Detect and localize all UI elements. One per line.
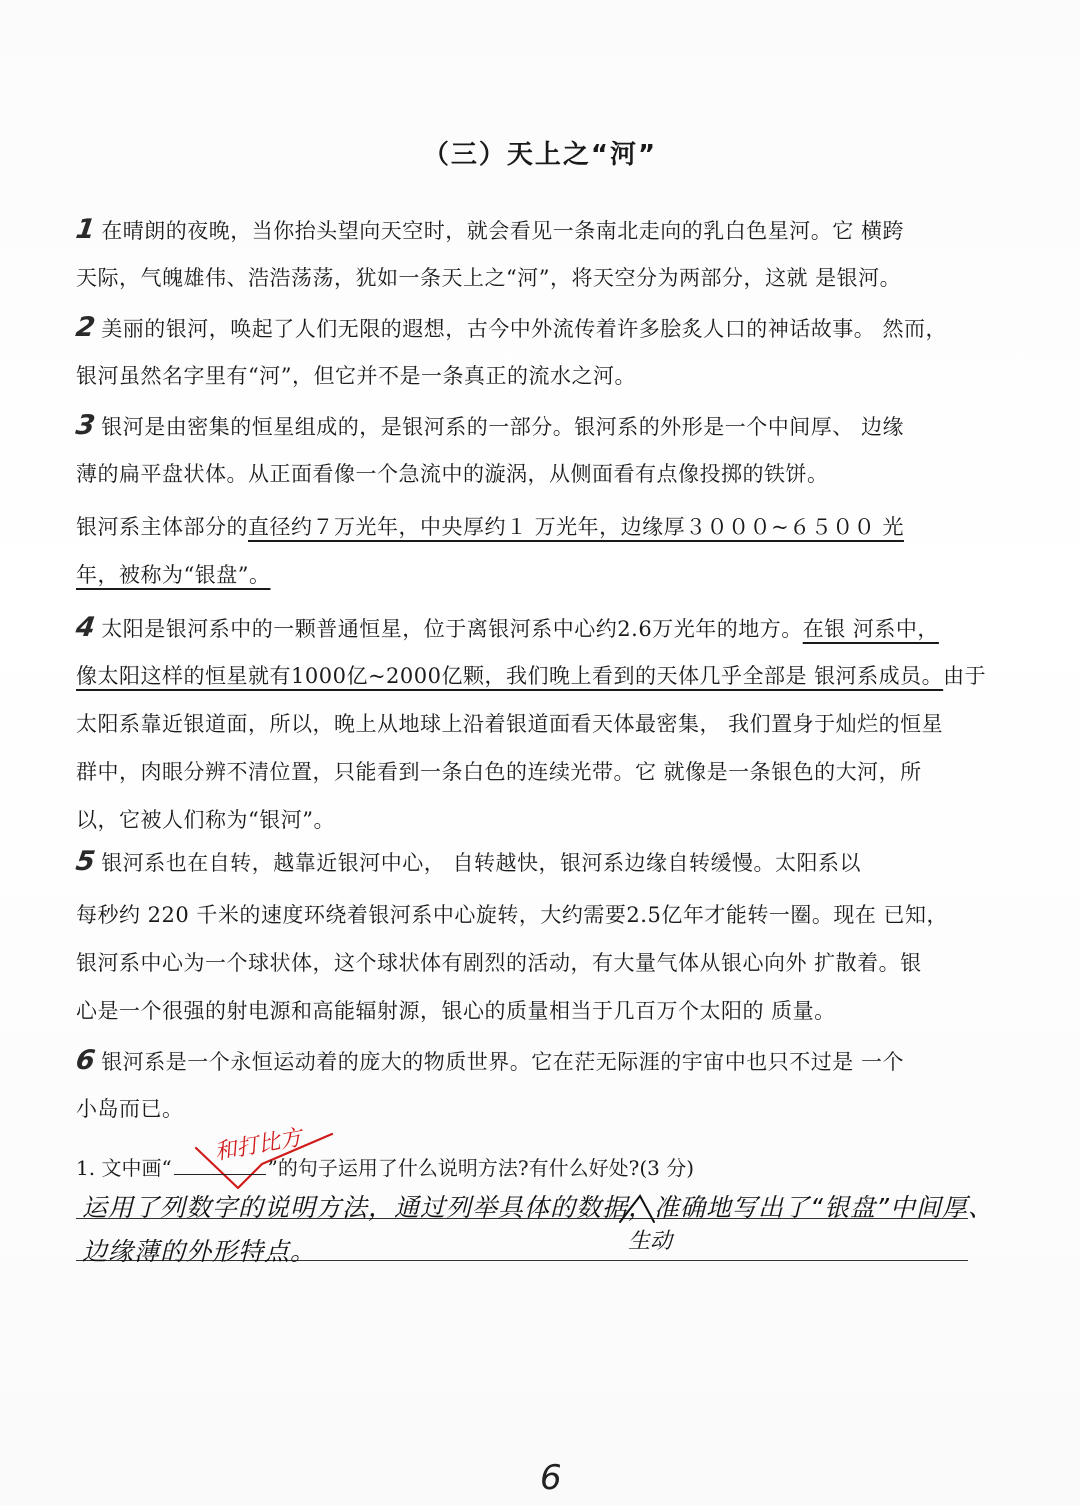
question-1: [76, 1152, 694, 1181]
paragraph-line: 银河系也在自转，越靠近银河中心， 自转越快，银河系边缘自转缓慢。太阳系以: [101, 851, 861, 875]
paragraph-line: 天际，气魄雄伟、浩浩荡荡，犹如一条天上之“河”，将天空分为两部分，这就 是银河。: [76, 266, 902, 290]
paragraph-line: 每秒约 220 千米的速度环绕着银河系中心旋转，大约需要2.5亿年才能转一圈。现在 已知，: [76, 903, 949, 927]
paragraph-line: 太阳系靠近银道面，所以，晚上从地球上沿着银道面看天体最密集， 我们置身于灿烂的恒星: [76, 712, 944, 736]
question-suffix: ”的句子运用了什么说明方法?有什么好处?(3 分): [267, 1156, 695, 1180]
paragraph-number: 4: [73, 612, 98, 643]
paragraph-number: 1: [73, 214, 98, 245]
paragraph-2: [73, 304, 976, 400]
paragraph-line: 太阳是银河系中的一颗普通恒星，位于离银河系中心约2.6万光年的地方。: [101, 617, 803, 641]
paragraph-line: 银河系中心为一个球状体，这个球状体有剧烈的活动，有大量气体从银心向外 扩散着。银: [76, 951, 922, 975]
paragraph-line: 银河是由密集的恒星组成的，是银河系的一部分。银河系的外形是一个中间厚、 边缘: [101, 415, 904, 439]
paragraph-line: 银河系是一个永恒运动着的庞大的物质世界。它在茫无际涯的宇宙中也只不过是 一个: [101, 1050, 904, 1074]
underlined-sentence: 直径约７万光年，中央厚约１ 万光年，边缘厚３０００~６５００ 光: [248, 515, 904, 539]
paragraph-number: 3: [73, 410, 98, 441]
paragraph-6: [73, 1037, 976, 1133]
paragraph-3: [73, 402, 976, 498]
paragraph-line: 美丽的银河，唤起了人们无限的遐想，古今中外流传着许多脍炙人口的神话故事。 然而，: [101, 317, 947, 341]
paragraph-line: 银河系主体部分的: [76, 515, 248, 539]
paragraph-4: [73, 604, 987, 844]
paragraph-1: [73, 206, 976, 302]
underlined-sentence: 年，被称为“银盘”。: [76, 563, 271, 587]
paragraph-line: 群中，肉眼分辨不清位置，只能看到一条白色的连续光带。它 就像是一条银色的大河，所: [76, 760, 922, 784]
paragraph-line: 薄的扁平盘状体。从正面看像一个急流中的漩涡，从侧面看有点像投掷的铁饼。: [76, 462, 829, 486]
paragraph-line: 小岛而已。: [76, 1097, 184, 1121]
handwritten-insertion: 生动: [628, 1229, 673, 1254]
underlined-sentence: 在银 河系中，: [802, 617, 939, 641]
paragraph-line: 由于: [943, 664, 987, 688]
paragraph-line: 在晴朗的夜晚，当你抬头望向天空时，就会看见一条南北走向的乳白色星河。它 横跨: [101, 219, 904, 243]
paragraph-number: 6: [73, 1045, 98, 1076]
paragraph-line: 银河虽然名字里有“河”，但它并不是一条真正的流水之河。: [76, 364, 636, 388]
teacher-annotation: 和打比方: [212, 1125, 304, 1166]
page-number: 6: [540, 1458, 562, 1498]
paragraph-line: 以，它被人们称为“银河”。: [76, 808, 335, 832]
page-title: （三）天上之“河”: [422, 140, 658, 170]
paragraph-3-continued: [76, 503, 976, 599]
paragraph-number: 5: [73, 846, 98, 877]
paragraph-5-continued: [76, 891, 976, 1035]
handwritten-answer-line-2: 边缘薄的外形特点。: [82, 1237, 317, 1266]
question-prefix: 1. 文中画“: [76, 1156, 172, 1180]
question-blank: [174, 1156, 266, 1175]
paragraph-line: 心是一个很强的射电源和高能辐射源，银心的质量相当于几百万个太阳的 质量。: [76, 999, 836, 1023]
paragraph-number: 2: [73, 312, 98, 343]
underlined-sentence: 像太阳这样的恒星就有1000亿~2000亿颗，我们晚上看到的天体几乎全部是 银河系成员。: [76, 664, 944, 688]
paragraph-5: [73, 838, 976, 886]
handwritten-answer-line-1: 运用了列数字的说明方法，通过列举具体的数据，准确地写出了“银盘”中间厚、: [82, 1193, 994, 1222]
